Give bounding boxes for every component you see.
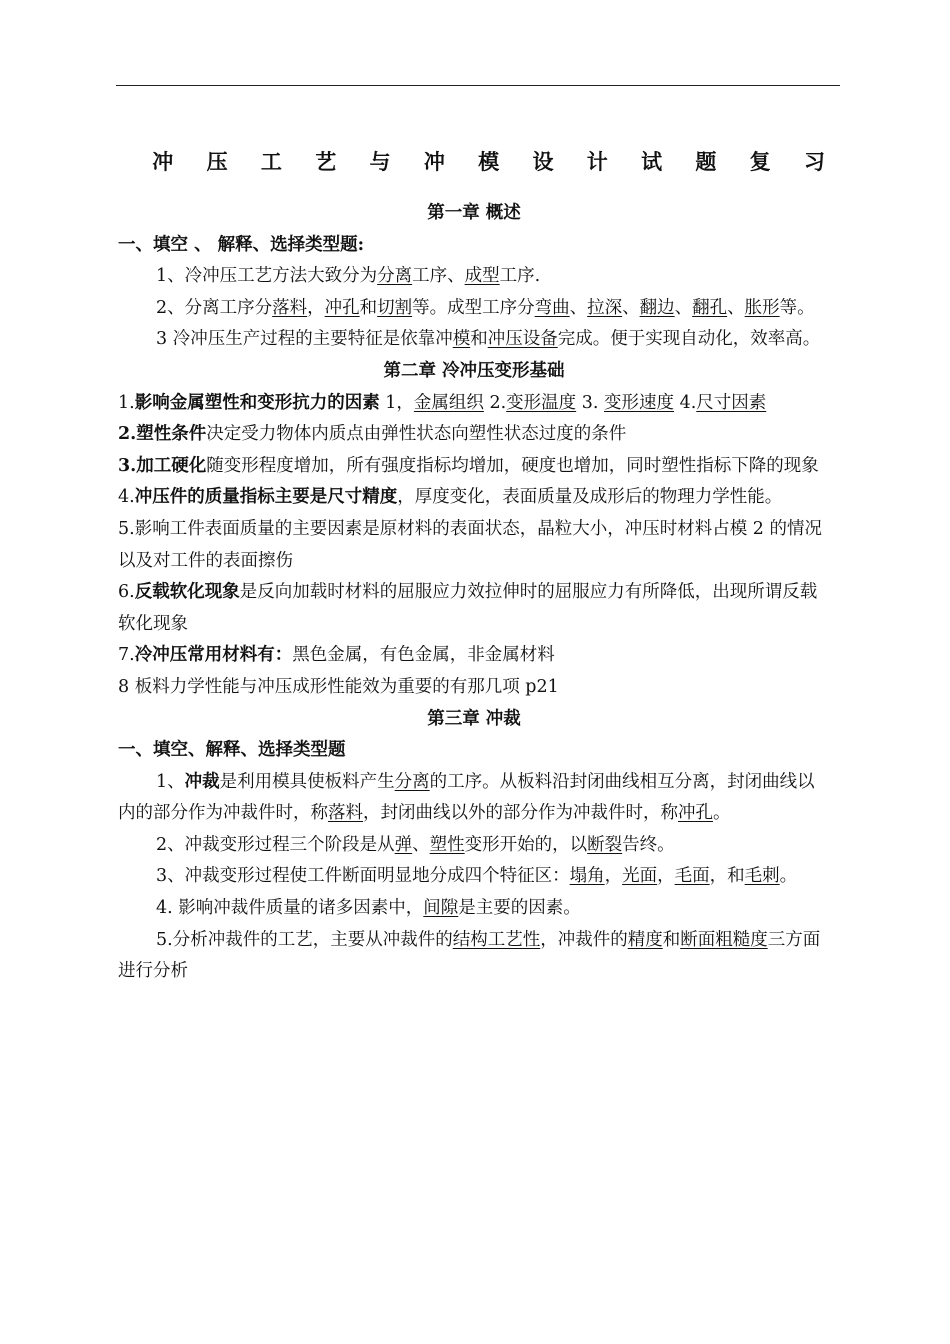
chapter-3-heading: 第三章 冲裁 (427, 708, 521, 729)
ch3-paragraph-4: 4. 影响冲裁件质量的诸多因素中，间隙是主要的因素。 (156, 898, 581, 919)
ch2-item-5: 5.影响工件表面质量的主要因素是原材料的表面状态，晶粒大小，冲压时材料占模 2 的情况以及对工件的表面擦伤 (118, 518, 822, 571)
ch3-paragraph-5: 5.分析冲裁件的工艺，主要从冲裁件的结构工艺性，冲裁件的精度和断面粗糙度三方面进行分析 (118, 929, 821, 982)
ch3-paragraph-3: 3、冲裁变形过程使工件断面明显地分成四个特征区：塌角，光面，毛面，和毛刺。 (156, 866, 798, 887)
ch1-paragraph-1: 1、冷冲压工艺方法大致分为分离工序、成型工序. (156, 266, 541, 287)
header-rule (116, 85, 840, 86)
ch2-item-8: 8 板料力学性能与冲压成形性能效为重要的有那几项 p21 (118, 676, 559, 697)
chapter-3-section-heading: 一、填空、解释、选择类型题 (118, 740, 346, 761)
ch2-item-4: 4.冲压件的质量指标主要是尺寸精度，厚度变化，表面质量及成形后的物理力学性能。 (118, 487, 783, 508)
ch2-item-1: 1.影响金属塑性和变形抗力的因素 1，金属组织 2.变形温度 3. 变形速度 4.尺寸因素 (118, 392, 767, 413)
chapter-1-heading: 第一章 概述 (427, 203, 521, 223)
ch3-paragraph-1: 1、冲裁是利用模具使板料产生分离的工序。从板料沿封闭曲线相互分离，封闭曲线以内的部分作为冲裁件时，称落料，封闭曲线以外的部分作为冲裁件时，称冲孔。 (118, 771, 815, 824)
ch3-paragraph-2: 2、冲裁变形过程三个阶段是从弹、塑性变形开始的，以断裂告终。 (156, 834, 675, 855)
ch1-paragraph-3: 3 冷冲压生产过程的主要特征是依靠冲模和冲压设备完成。便于实现自动化，效率高。 (156, 329, 821, 350)
document-body (118, 198, 830, 988)
chapter-1-section-heading: 一、填空 、 解释、选择类型题: (118, 234, 365, 255)
chapter-2-heading: 第二章 冷冲压变形基础 (383, 360, 565, 381)
ch2-item-2: 2.塑性条件决定受力物体内质点由弹性状态向塑性状态过度的条件 (118, 424, 627, 445)
ch1-paragraph-2: 2、分离工序分落料，冲孔和切割等。成型工序分弯曲、拉深、翻边、翻孔、胀形等。 (156, 297, 815, 318)
ch2-item-7: 7.冷冲压常用材料有：黑色金属，有色金属，非金属材料 (118, 645, 555, 666)
document-title: 冲 压 工 艺 与 冲 模 设 计 试 题 复 习 (152, 149, 838, 174)
ch2-item-6: 6.反载软化现象是反向加载时材料的屈服应力效拉伸时的屈服应力有所降低，出现所谓反载软化现象 (118, 582, 818, 634)
ch2-item-3: 3.加工硬化随变形程度增加，所有强度指标均增加，硬度也增加，同时塑性指标下降的现象 (118, 455, 819, 476)
